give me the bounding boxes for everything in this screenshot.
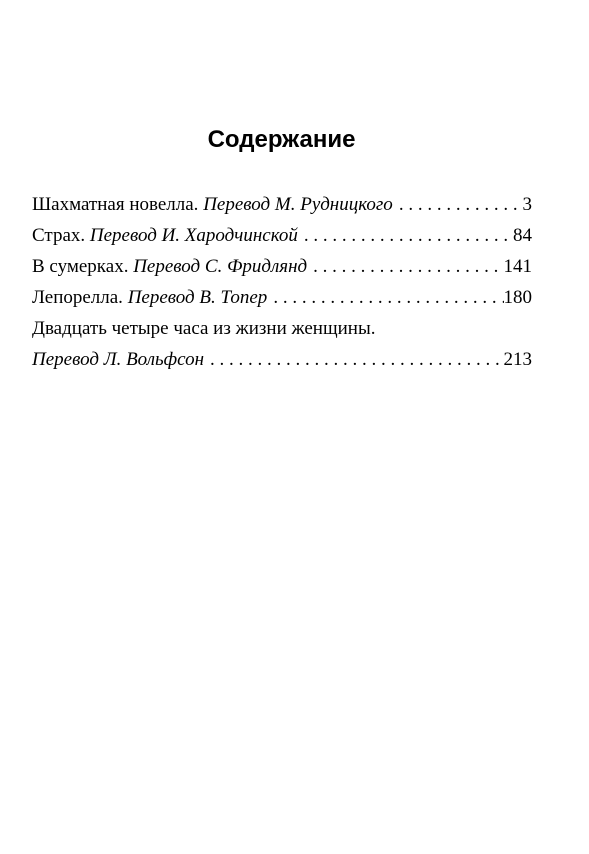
toc-entry: [32, 220, 532, 251]
dot-leader: [298, 220, 513, 251]
toc-entry-translator: Перевод М. Рудницкого: [203, 194, 393, 215]
toc-entry-title: Лепорелла.: [32, 287, 123, 308]
dot-leader: [204, 344, 503, 375]
toc-entry-title: В сумерках.: [32, 256, 129, 277]
toc-entry: [32, 251, 532, 282]
toc-entry-page: 84: [513, 225, 532, 246]
toc-entry-translator: Перевод Л. Вольфсон: [32, 349, 205, 370]
toc-entry-title: Страх.: [32, 225, 86, 246]
toc-entry-translator: Перевод И. Хародчинской: [89, 225, 298, 246]
toc-entry-page: 180: [503, 287, 532, 308]
toc-entry-title: Двадцать четыре часа из жизни женщины.: [32, 318, 376, 339]
toc-entry-page: 3: [522, 194, 532, 215]
toc-entry-page: 141: [503, 256, 532, 277]
page-title: Содержание: [207, 126, 356, 153]
toc-entry-page: 213: [503, 349, 532, 370]
dot-leader: [307, 251, 503, 282]
toc-entry: [32, 282, 532, 313]
toc-entry-title: Шахматная новелла.: [32, 194, 199, 215]
table-of-contents: [32, 189, 532, 375]
toc-entry: [32, 189, 532, 220]
toc-entry: [32, 344, 532, 375]
toc-entry-translator: Перевод В. Топер: [127, 287, 268, 308]
dot-leader: [393, 189, 523, 220]
dot-leader: [267, 282, 503, 313]
toc-entry-title-line: [32, 313, 532, 344]
toc-entry-translator: Перевод С. Фридлянд: [133, 256, 308, 277]
